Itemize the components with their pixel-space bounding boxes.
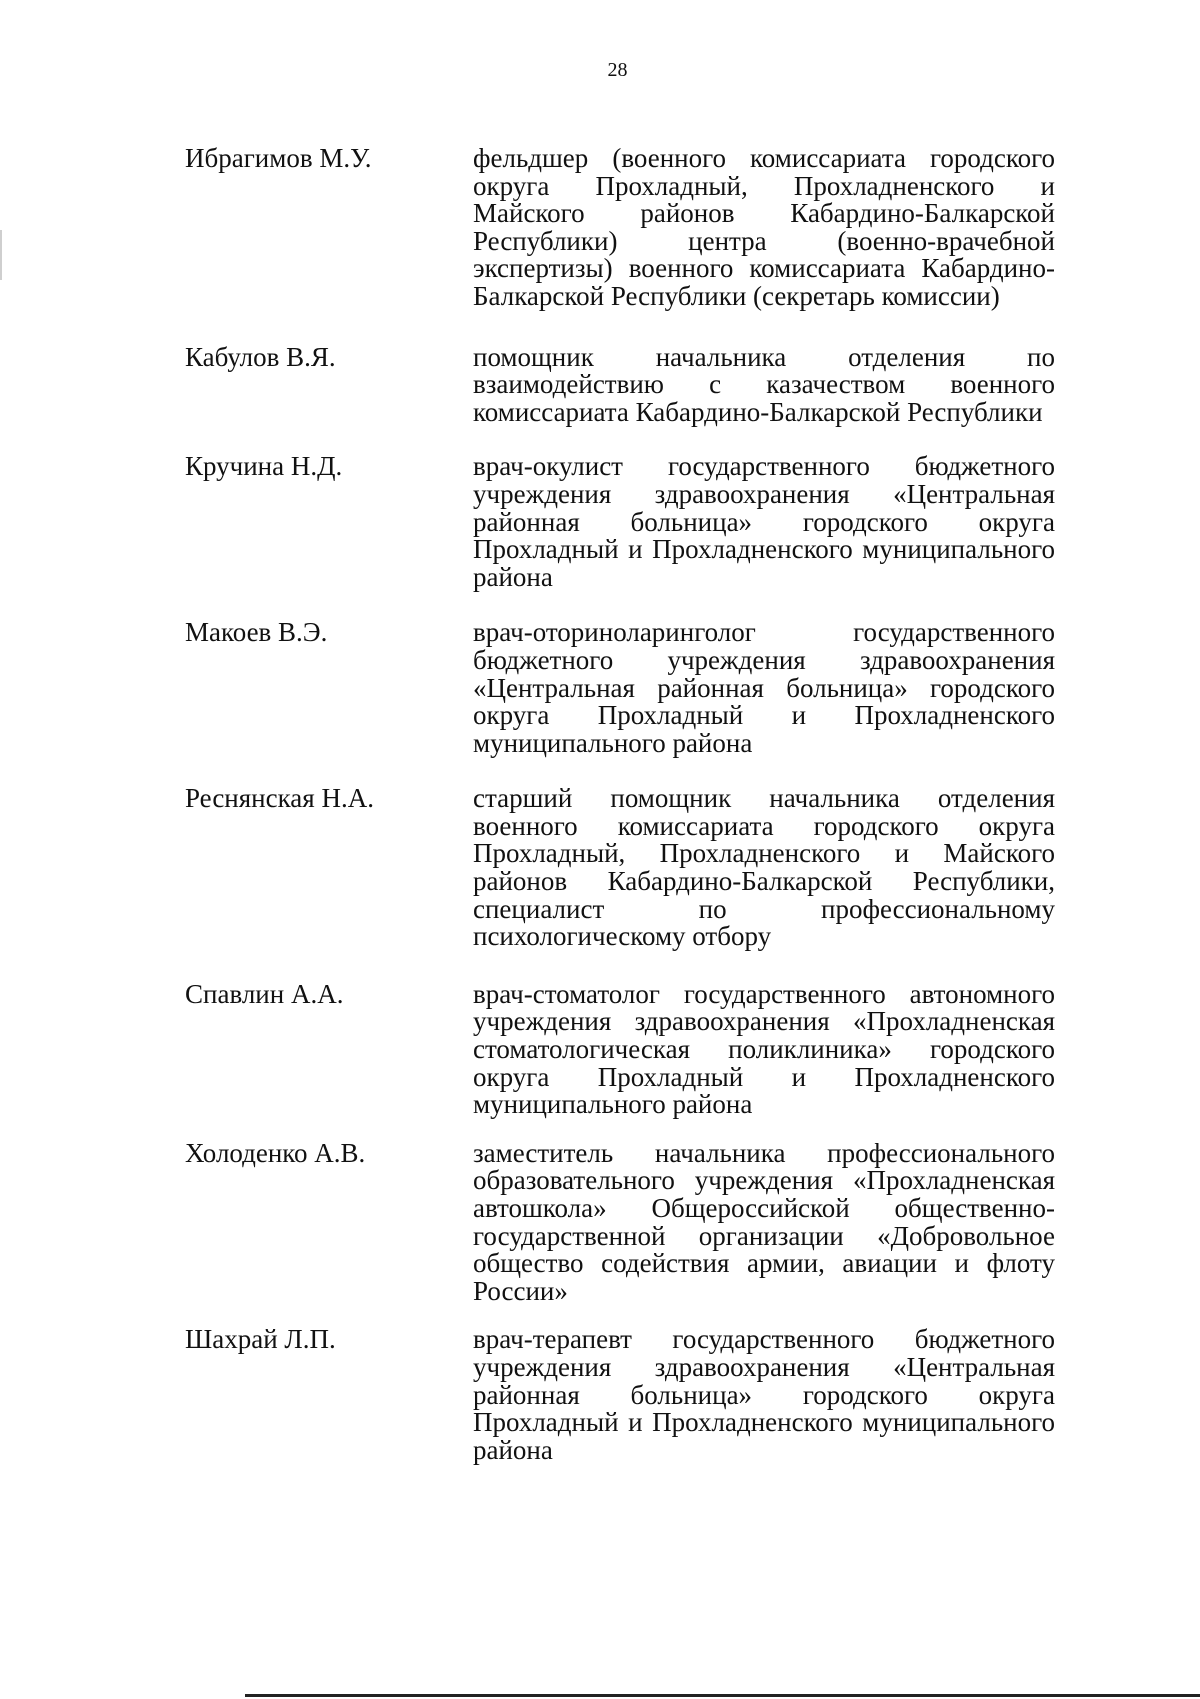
scan-bottom-edge — [245, 1694, 1200, 1697]
list-item — [185, 619, 1055, 757]
member-name: Реснянская Н.А. — [185, 783, 374, 814]
member-name: Макоев В.Э. — [185, 617, 328, 648]
member-position: врач-оториноларинголог государственного бюджетного учреждения здравоохранения «Центральная районная больница» городского округа Прохладный и Прохладненского муниципального района — [473, 617, 1055, 758]
commission-member-list — [185, 145, 1055, 1464]
member-position: врач-стоматолог государственного автономного учреждения здравоохранения «Прохладненская стоматологическая поликлиника» городского округа Прохладный и Прохладненского муниципального района — [473, 978, 1055, 1120]
member-position: врач-терапевт государственного бюджетного учреждения здравоохранения «Центральная районная больница» городского округа Прохладный и Прохладненского муниципального района — [473, 1324, 1055, 1465]
member-name: Кручина Н.Д. — [185, 451, 343, 482]
list-item — [185, 978, 1055, 1120]
member-position: старший помощник начальника отделения военного комиссариата городского округа Прохладный, Прохладненского и Майского районов Кабардино-Балкарской Республики, специалист по профессиональному психологическому отбору — [473, 783, 1055, 952]
member-name: Ибрагимов М.У. — [185, 143, 372, 173]
member-name: Холоденко А.В. — [185, 1137, 366, 1168]
member-position: врач-окулист государственного бюджетного учреждения здравоохранения «Центральная районная больница» городского округа Прохладный и Прохладненского муниципального района — [473, 451, 1055, 592]
member-name: Спавлин А.А. — [185, 978, 344, 1009]
member-position: помощник начальника отделения по взаимодействию с казачеством военного комиссариата Кабардино-Балкарской Республики — [473, 341, 1055, 427]
member-name: Шахрай Л.П. — [185, 1324, 336, 1355]
list-item — [185, 785, 1055, 951]
list-item — [185, 341, 1055, 427]
scan-edge-mark — [0, 230, 2, 280]
member-position: заместитель начальника профессионального образовательного учреждения «Прохладненская автошкола» Общероссийской общественно-государственной организации «Добровольное общество содействия армии, авиации и флоту России» — [473, 1137, 1055, 1306]
list-item — [185, 145, 1055, 311]
list-item — [185, 453, 1055, 591]
page-number: 28 — [607, 59, 628, 81]
list-item — [185, 1326, 1055, 1464]
member-name: Кабулов В.Я. — [185, 341, 336, 372]
list-item — [185, 1137, 1055, 1306]
member-position: фельдшер (военного комиссариата городского округа Прохладный, Прохладненского и Майского районов Кабардино-Балкарской Республики) центра (военно-врачебной экспертизы) военного комиссариата Кабардино-Балкарской Республики (секретарь комиссии) — [473, 143, 1055, 311]
